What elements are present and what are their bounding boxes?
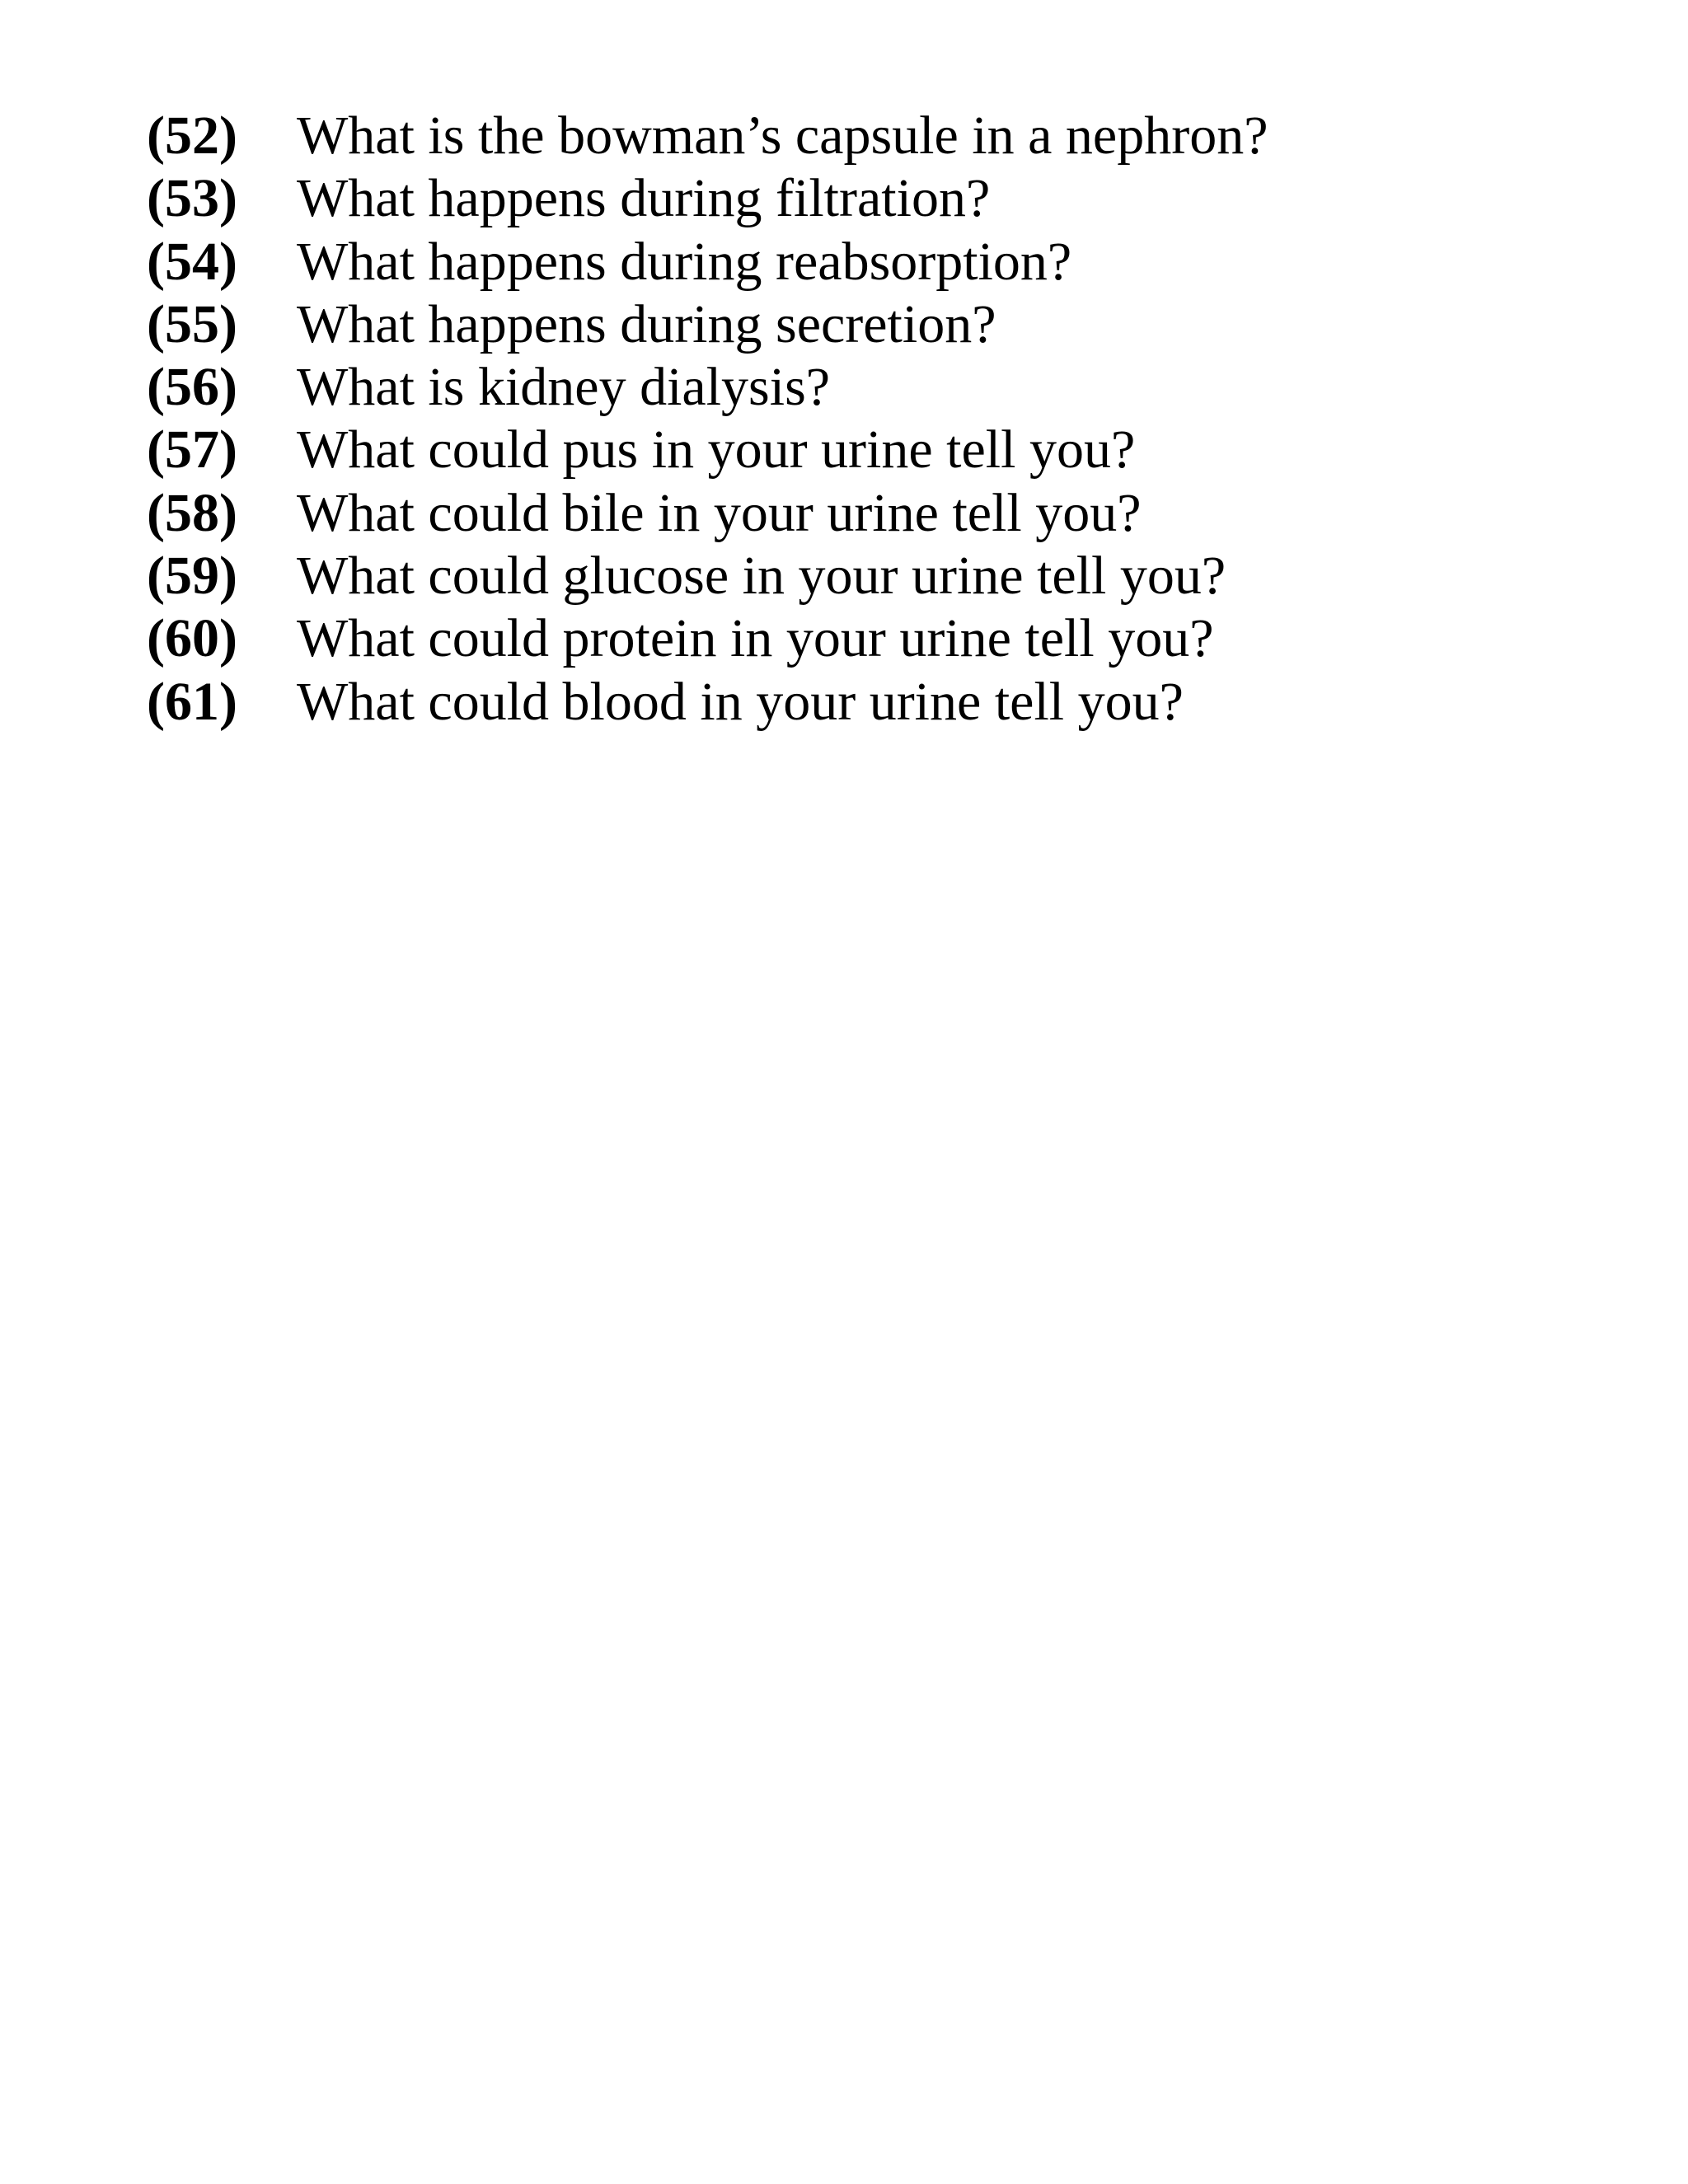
question-item: [147, 231, 1268, 293]
question-number: (61): [147, 671, 237, 732]
question-text: What is the bowman’s capsule in a nephron?: [297, 105, 1268, 166]
question-list: [147, 105, 1268, 733]
question-item: [147, 671, 1268, 733]
question-text: What could blood in your urine tell you?: [297, 671, 1184, 732]
question-item: [147, 356, 1268, 419]
question-number: (56): [147, 357, 237, 418]
question-item: [147, 167, 1268, 230]
question-item: [147, 545, 1268, 607]
question-text: What happens during secretion?: [297, 293, 996, 354]
question-number: (58): [147, 482, 237, 543]
question-item: [147, 482, 1268, 545]
question-number: (53): [147, 168, 237, 229]
question-item: [147, 607, 1268, 670]
question-number: (57): [147, 419, 237, 480]
question-item: [147, 293, 1268, 356]
question-text: What could glucose in your urine tell you?: [297, 546, 1226, 607]
question-number: (52): [147, 105, 237, 166]
question-text: What happens during reabsorption?: [297, 231, 1072, 292]
question-number: (55): [147, 293, 237, 354]
question-item: [147, 419, 1268, 481]
question-item: [147, 105, 1268, 167]
question-text: What could protein in your urine tell you?: [297, 608, 1214, 669]
question-text: What is kidney dialysis?: [297, 357, 831, 418]
question-text: What could bile in your urine tell you?: [297, 482, 1142, 543]
question-number: (60): [147, 608, 237, 669]
question-number: (54): [147, 231, 237, 292]
question-text: What happens during filtration?: [297, 168, 991, 229]
question-text: What could pus in your urine tell you?: [297, 419, 1136, 480]
question-number: (59): [147, 546, 237, 607]
